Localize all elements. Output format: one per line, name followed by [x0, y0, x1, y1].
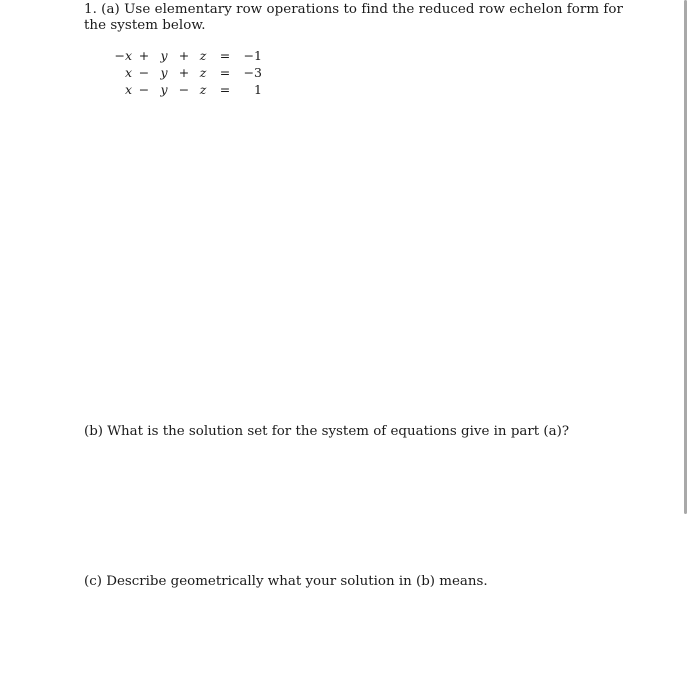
term-x: −x [114, 48, 132, 63]
right-hand-side: −1 [243, 48, 262, 63]
scrollbar-thumb[interactable] [684, 0, 687, 514]
term-z: z [199, 65, 207, 80]
operator: + [178, 65, 190, 80]
operator: − [178, 82, 190, 97]
operator: − [138, 82, 150, 97]
problem-1a-statement: 1. (a) Use elementary row operations to find the reduced row echelon form for the system below. [84, 2, 623, 33]
term-z: z [199, 48, 207, 63]
equals-sign: = [219, 65, 231, 80]
term-x: x [124, 82, 132, 97]
right-hand-side: −3 [243, 65, 262, 80]
term-y: y [160, 82, 168, 97]
term-y: y [160, 65, 168, 80]
right-hand-side: 1 [254, 82, 262, 97]
equals-sign: = [219, 82, 231, 97]
problem-1b-question: (b) What is the solution set for the system of equations give in part (a)? [84, 424, 570, 439]
vertical-scrollbar[interactable] [683, 0, 691, 700]
term-x: x [124, 65, 132, 80]
operator: − [138, 65, 150, 80]
operator: + [178, 48, 190, 63]
equals-sign: = [219, 48, 231, 63]
problem-1c-question: (c) Describe geometrically what your solution in (b) means. [84, 574, 488, 589]
operator: + [138, 48, 150, 63]
term-z: z [199, 82, 207, 97]
term-y: y [160, 48, 168, 63]
